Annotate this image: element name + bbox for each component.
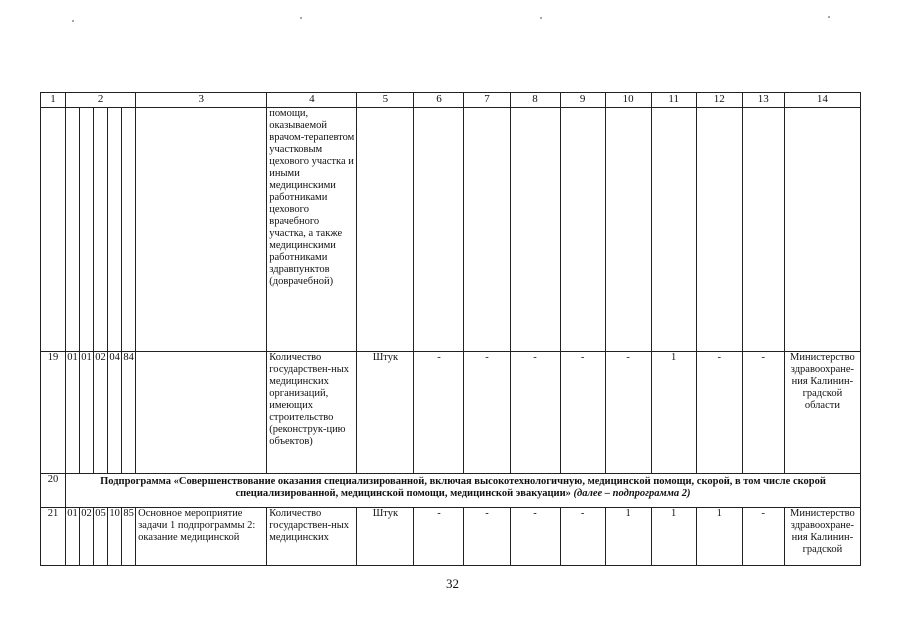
header-col-8: 8: [510, 93, 560, 108]
header-col-5: 5: [357, 93, 414, 108]
value-cell: -: [464, 352, 510, 474]
value-cell: 1: [605, 508, 651, 566]
activity-cell: Основное мероприятие задачи 1 подпрограммы 2: оказание медицинской: [136, 508, 267, 566]
header-col-6: 6: [414, 93, 464, 108]
row-number: 20: [41, 474, 66, 508]
responsible-cell: Министерство здравоохране-ния Калинин-градской: [784, 508, 860, 566]
value-cell: -: [414, 508, 464, 566]
code-cell: 85: [122, 508, 136, 566]
code-cell: 10: [108, 508, 122, 566]
header-col-3: 3: [136, 93, 267, 108]
row-number: 19: [41, 352, 66, 474]
value-cell: -: [605, 352, 651, 474]
value-cell: -: [696, 352, 742, 474]
subprogram-note: (далее – подпрограмма 2): [573, 488, 691, 499]
row-number: 21: [41, 508, 66, 566]
indicator-cell: помощи, оказываемой врачом-терапевтом участковым цехового участка и иными медицинскими работниками цехового врачебного участка, а также медицинскими работниками здравпунктов (доврачебной): [267, 108, 357, 352]
code-cell: 01: [80, 352, 94, 474]
code-cell: 02: [94, 352, 108, 474]
program-table: [40, 92, 861, 566]
table-row-19: [41, 352, 861, 474]
header-col-14: 14: [784, 93, 860, 108]
value-cell: -: [742, 352, 784, 474]
header-col-10: 10: [605, 93, 651, 108]
header-col-7: 7: [464, 93, 510, 108]
header-col-12: 12: [696, 93, 742, 108]
unit-cell: Штук: [357, 508, 414, 566]
code-cell: 01: [66, 508, 80, 566]
header-col-2: 2: [66, 93, 136, 108]
header-col-13: 13: [742, 93, 784, 108]
code-cell: 02: [80, 508, 94, 566]
value-cell: -: [560, 508, 605, 566]
value-cell: -: [510, 508, 560, 566]
indicator-cell: Количество государствен-ных медицинских организаций, имеющих строительство (реконструк-цию объектов): [267, 352, 357, 474]
responsible-cell: Министерство здравоохране-ния Калинин-градской области: [784, 352, 860, 474]
header-col-4: 4: [267, 93, 357, 108]
table-row-21: [41, 508, 861, 566]
value-cell: -: [742, 508, 784, 566]
value-cell: 1: [651, 352, 696, 474]
header-col-1: 1: [41, 93, 66, 108]
unit-cell: Штук: [357, 352, 414, 474]
value-cell: -: [560, 352, 605, 474]
code-cell: 84: [122, 352, 136, 474]
table-header-row: [41, 93, 861, 108]
header-col-9: 9: [560, 93, 605, 108]
header-col-11: 11: [651, 93, 696, 108]
code-cell: 05: [94, 508, 108, 566]
table-row-continuation: [41, 108, 861, 352]
page-number: 32: [446, 576, 459, 591]
indicator-cell: Количество государствен-ных медицинских: [267, 508, 357, 566]
code-cell: 04: [108, 352, 122, 474]
table-row-20: [41, 474, 861, 508]
value-cell: -: [414, 352, 464, 474]
value-cell: 1: [651, 508, 696, 566]
value-cell: -: [510, 352, 560, 474]
subprogram-title: Подпрограмма «Совершенствование оказания специализированной, включая высокотехнологичную, медицинской помощи, скорой, в том числе скорой специализированной, медицинской помощи, медицинской эвакуации» (далее – подпрограмма 2): [66, 474, 861, 508]
value-cell: -: [464, 508, 510, 566]
code-cell: 01: [66, 352, 80, 474]
value-cell: 1: [696, 508, 742, 566]
